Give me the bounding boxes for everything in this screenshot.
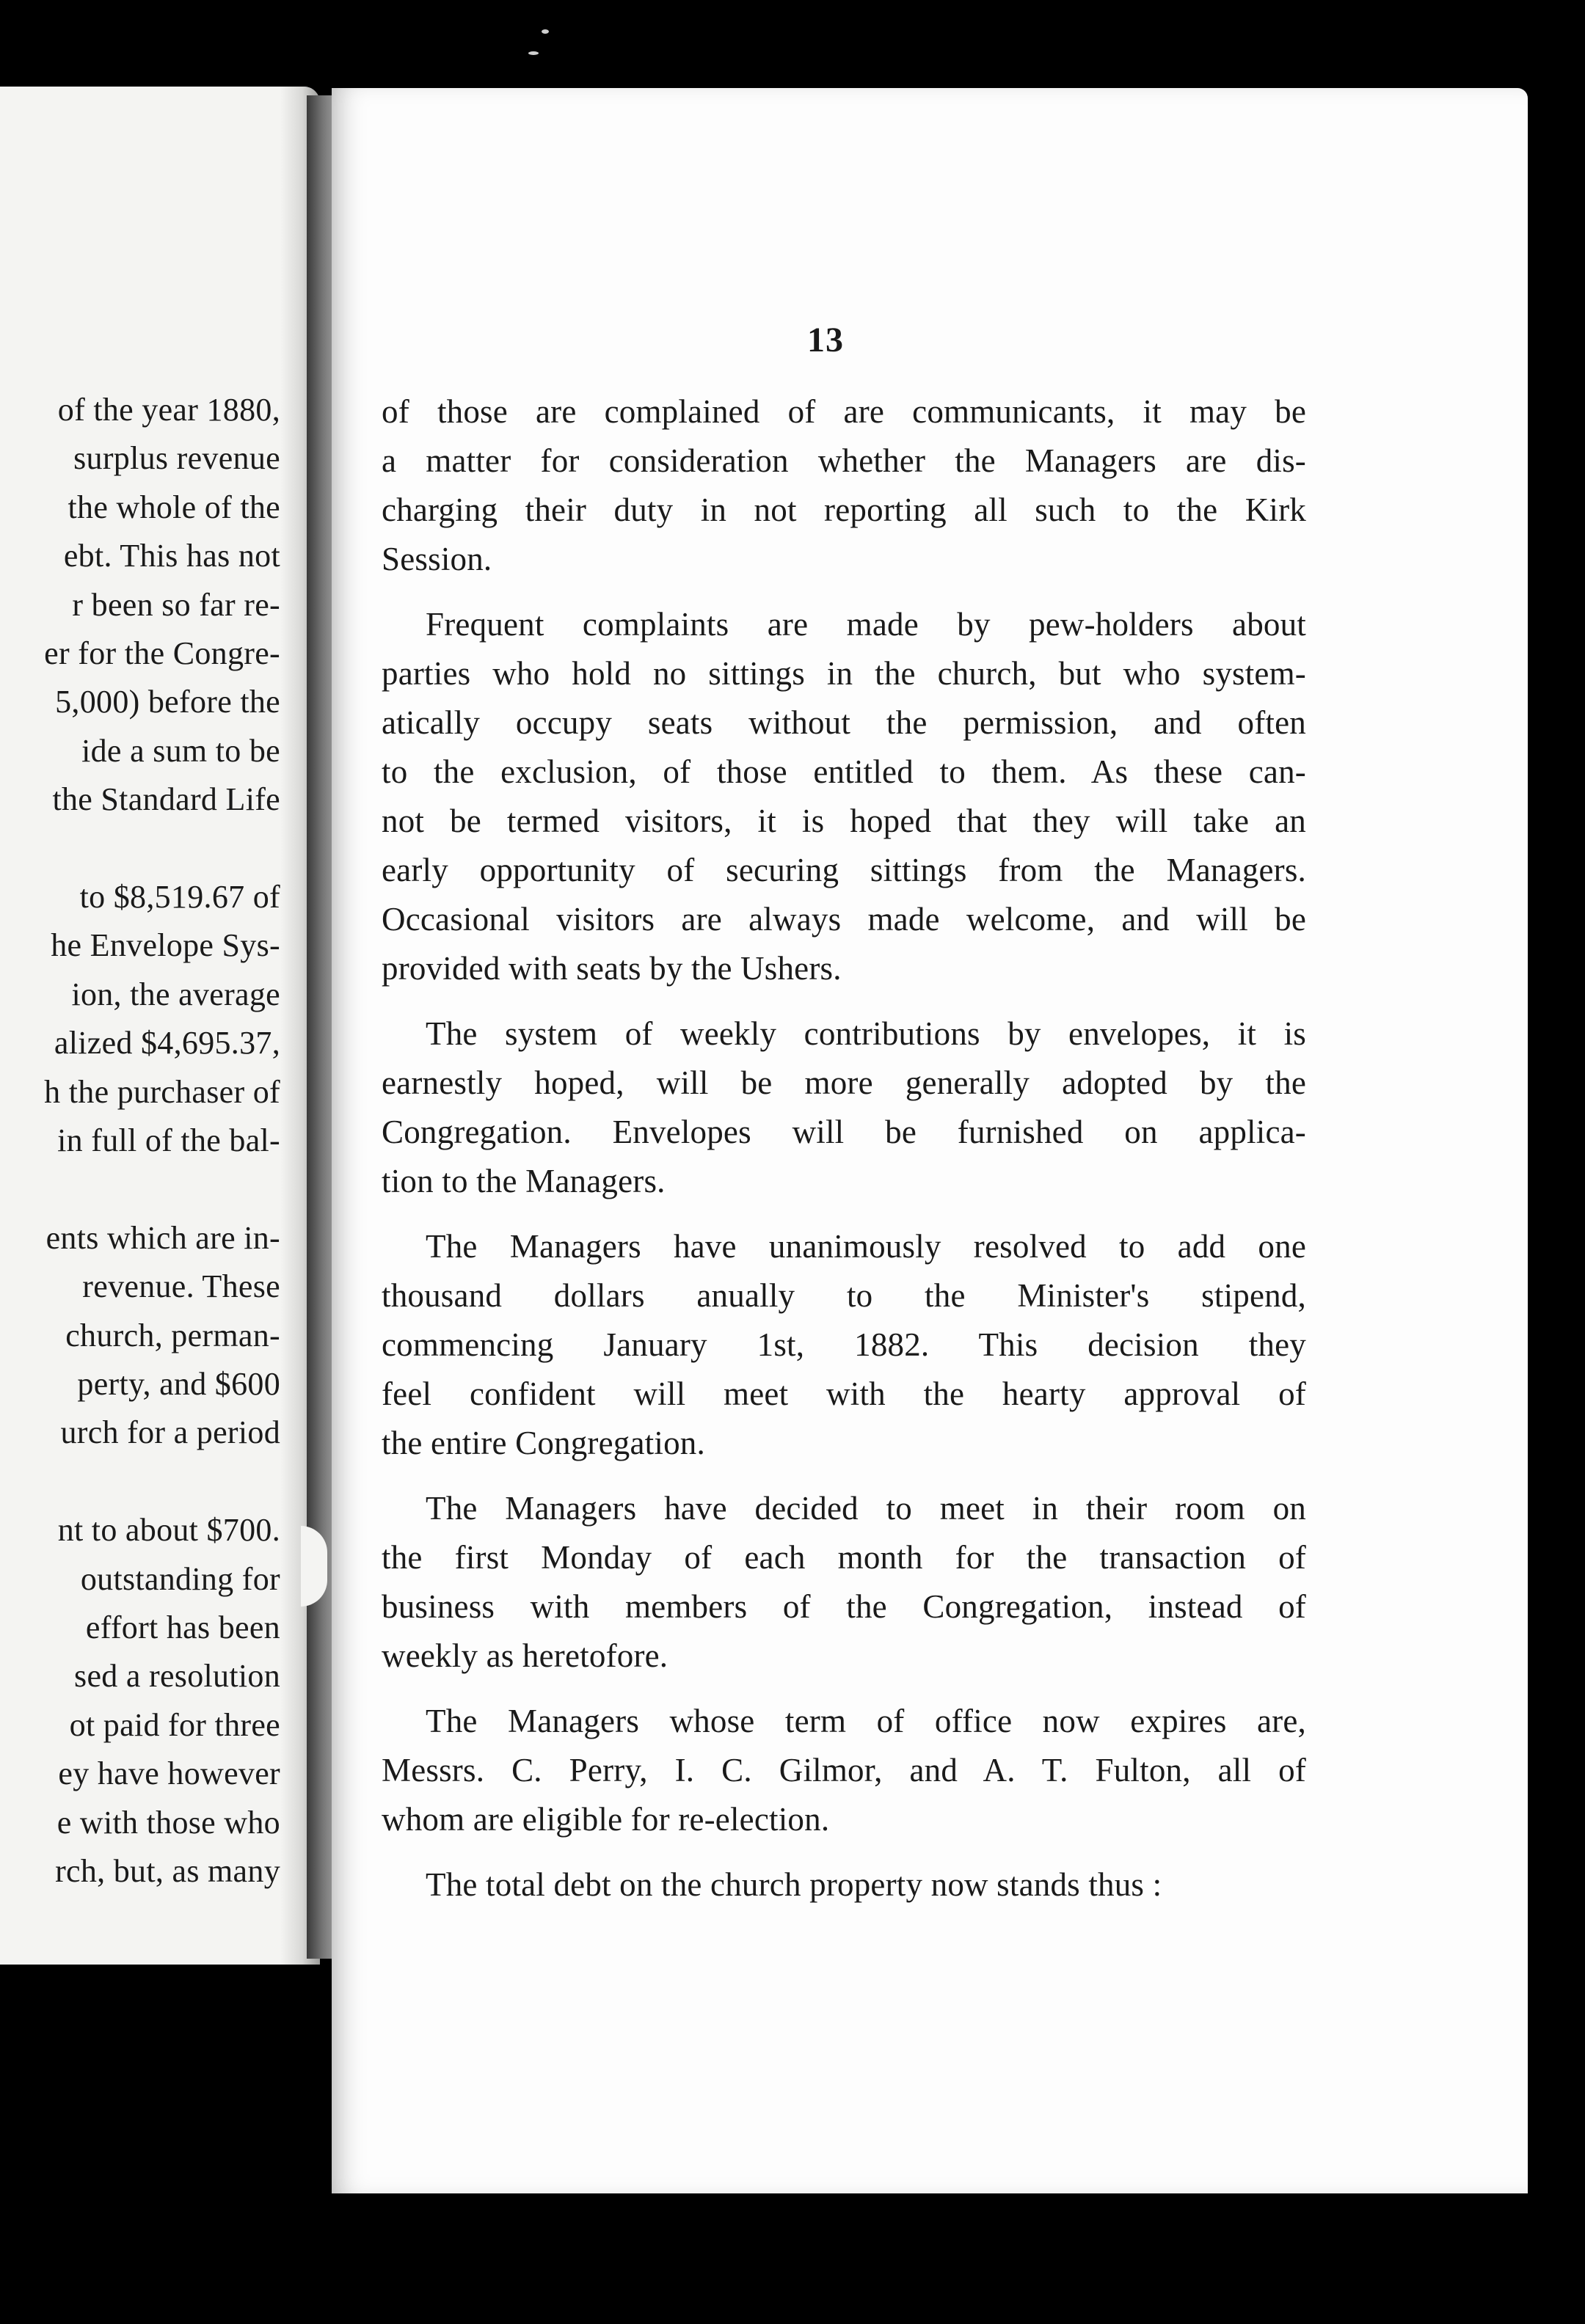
- left-page-line: [0, 1165, 280, 1213]
- left-page-line: ents which are in-: [45, 1219, 280, 1256]
- right-page-text-block: [382, 387, 1306, 1910]
- text-line: feel confident will meet with the hearty approval of: [382, 1375, 1306, 1412]
- text-line: of those are complained of are communicants, it may be: [382, 393, 1306, 430]
- text-line: a matter for consideration whether the Managers are dis-: [382, 442, 1306, 479]
- left-page-line: the Standard Life: [52, 781, 280, 818]
- left-page-line: alized $4,695.37,: [54, 1025, 280, 1061]
- left-page-line: sed a resolution: [74, 1658, 280, 1695]
- left-page-line: of the year 1880,: [57, 392, 280, 428]
- text-line: Messrs. C. Perry, I. C. Gilmor, and A. T. Fulton, all of: [382, 1752, 1306, 1788]
- text-line: to the exclusion, of those entitled to them. As these can-: [382, 753, 1306, 790]
- left-page-line: rch, but, as many: [55, 1853, 280, 1889]
- text-line: thousand dollars anually to the Minister's stipend,: [382, 1277, 1306, 1314]
- text-line: business with members of the Congregation, instead of: [382, 1588, 1306, 1625]
- text-line: parties who hold no sittings in the church, but who system-: [382, 655, 1306, 692]
- paragraph: [382, 1697, 1306, 1844]
- paragraph: [382, 1484, 1306, 1681]
- paragraph-gap: [382, 1468, 1306, 1484]
- left-page-line: ebt. This has not: [63, 538, 280, 574]
- left-page-line: perty, and $600: [77, 1366, 280, 1402]
- page-number: 13: [807, 321, 844, 359]
- left-page-line: [0, 825, 280, 873]
- left-page-line: church, perman-: [65, 1317, 280, 1353]
- text-line: Congregation. Envelopes will be furnished on applica-: [382, 1114, 1306, 1150]
- text-line: The system of weekly contributions by envelopes, it is: [426, 1015, 1306, 1052]
- text-line: atically occupy seats without the permission, and often: [382, 704, 1306, 741]
- text-line: The Managers have unanimously resolved to add one: [426, 1228, 1306, 1265]
- text-line: early opportunity of securing sittings from the Managers.: [382, 852, 1306, 888]
- left-page-line: the whole of the: [68, 489, 280, 525]
- left-page-line: ey have however: [58, 1755, 280, 1792]
- left-page-line: in full of the bal-: [57, 1122, 280, 1158]
- left-facing-page: [0, 87, 320, 1965]
- left-page-line: outstanding for: [80, 1560, 280, 1597]
- left-page-line: e with those who: [57, 1804, 280, 1841]
- text-line: not be termed visitors, it is hoped that they will take an: [382, 803, 1306, 839]
- left-page-line: surplus revenue: [73, 440, 280, 477]
- text-line: The total debt on the church property now stands thus :: [426, 1866, 1162, 1903]
- text-line: Frequent complaints are made by pew-holders about: [426, 606, 1306, 643]
- left-page-line: [0, 1458, 280, 1506]
- paragraph: [382, 387, 1306, 584]
- scan-speck: [542, 29, 549, 34]
- left-page-line: revenue. These: [82, 1268, 280, 1305]
- text-line: Session.: [382, 541, 492, 577]
- left-page-line: to $8,519.67 of: [79, 879, 280, 915]
- text-line: Occasional visitors are always made welcome, and will be: [382, 901, 1306, 938]
- text-line: charging their duty in not reporting all such to the Kirk: [382, 492, 1306, 528]
- text-line: provided with seats by the Ushers.: [382, 950, 842, 987]
- left-page-line: ot paid for three: [69, 1706, 280, 1743]
- left-page-line: er for the Congre-: [44, 635, 280, 671]
- left-page-line: effort has been: [85, 1609, 280, 1645]
- left-page-line: nt to about $700.: [57, 1512, 280, 1549]
- left-page-line: 5,000) before the: [55, 684, 280, 720]
- text-line: commencing January 1st, 1882. This decision they: [382, 1326, 1306, 1363]
- text-line: weekly as heretofore.: [382, 1637, 668, 1674]
- paragraph-gap: [382, 584, 1306, 600]
- text-line: earnestly hoped, will be more generally adopted by the: [382, 1064, 1306, 1101]
- paragraph-gap: [382, 993, 1306, 1009]
- scan-speck: [528, 51, 539, 55]
- paragraph-gap: [382, 1844, 1306, 1860]
- left-page-line: he Envelope Sys-: [51, 927, 280, 964]
- paragraph: [382, 1860, 1306, 1910]
- paragraph-gap: [382, 1681, 1306, 1697]
- text-line: whom are eligible for re-election.: [382, 1801, 830, 1838]
- left-page-line: urch for a period: [60, 1414, 280, 1451]
- text-line: tion to the Managers.: [382, 1163, 666, 1199]
- text-line: The Managers whose term of office now expires are,: [426, 1703, 1306, 1739]
- left-page-line: ide a sum to be: [81, 732, 280, 769]
- paragraph: [382, 1009, 1306, 1206]
- paragraph-gap: [382, 1206, 1306, 1222]
- paragraph: [382, 600, 1306, 993]
- left-page-line: r been so far re-: [72, 586, 280, 623]
- text-line: the first Monday of each month for the transaction of: [382, 1539, 1306, 1576]
- left-page-line: h the purchaser of: [44, 1073, 280, 1110]
- text-line: the entire Congregation.: [382, 1425, 705, 1461]
- text-line: The Managers have decided to meet in their room on: [426, 1490, 1306, 1527]
- left-page-line: ion, the average: [71, 976, 280, 1012]
- paragraph: [382, 1222, 1306, 1468]
